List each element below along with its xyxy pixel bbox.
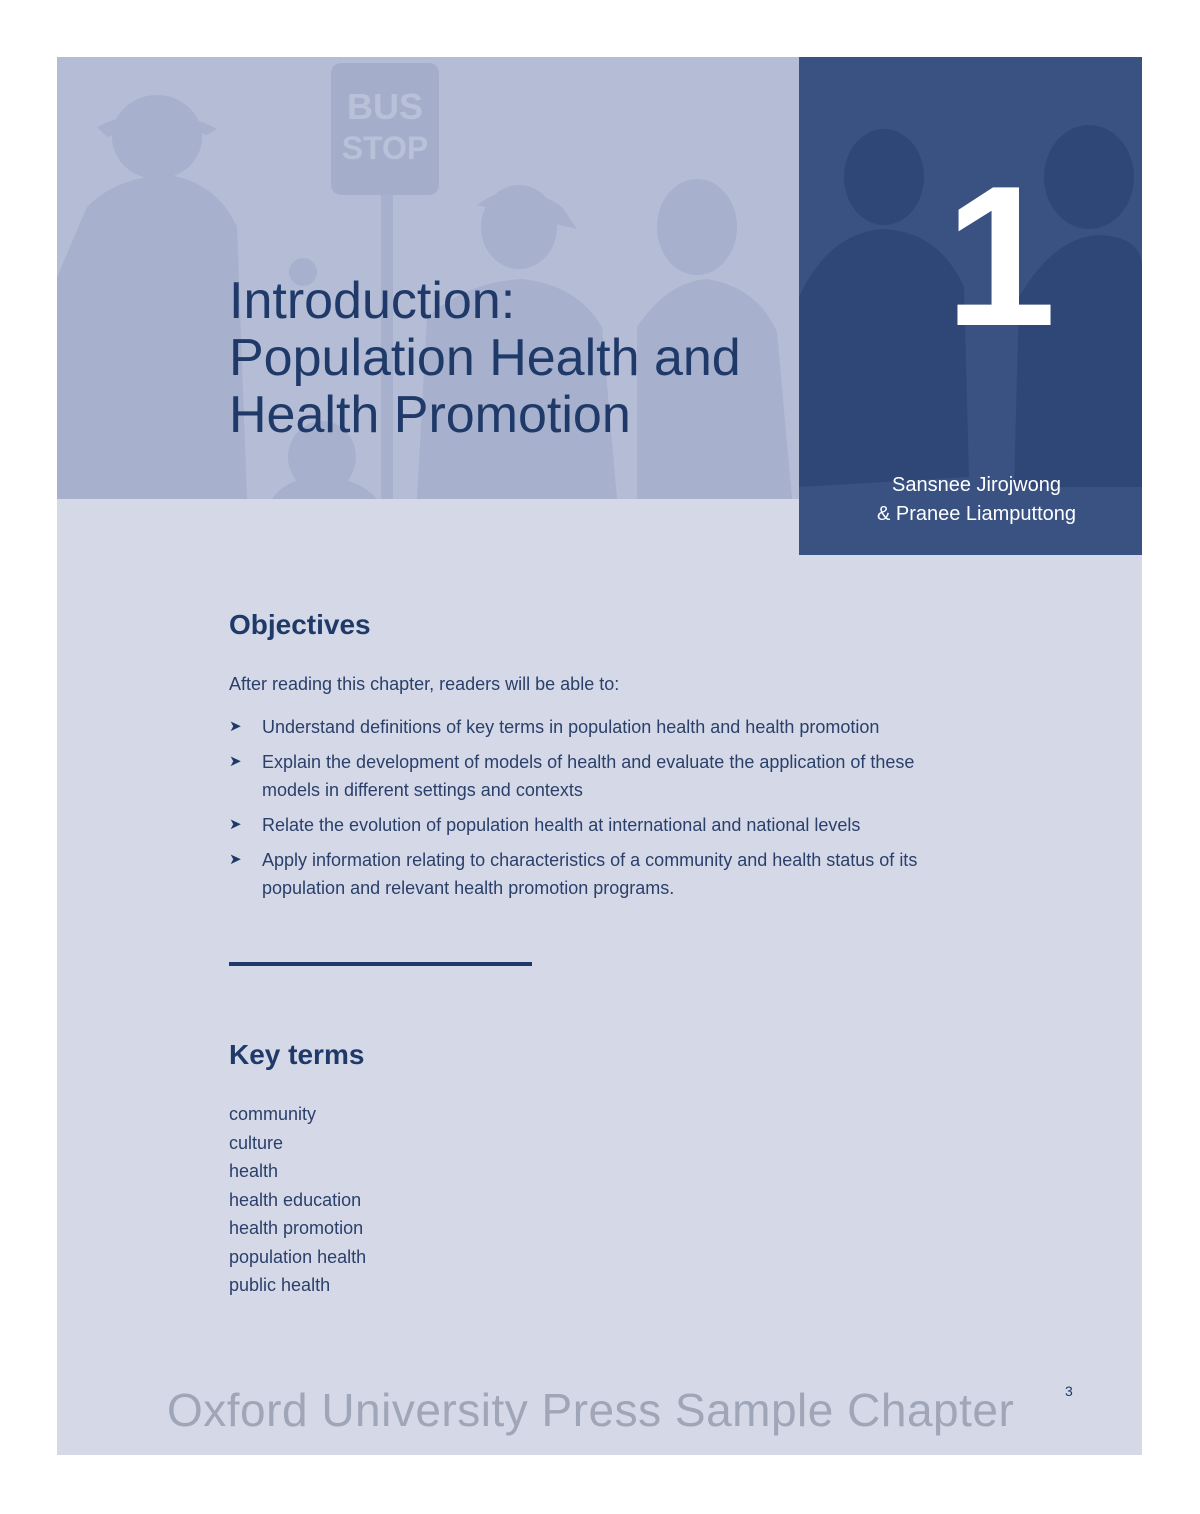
key-term: health xyxy=(229,1161,279,1181)
arrowhead-bullet-icon: ➤ xyxy=(229,718,242,735)
chapter-number: 1 xyxy=(944,145,1057,368)
objective-text: Relate the evolution of population health at international and national levels xyxy=(262,815,861,835)
key-term: health education xyxy=(229,1189,362,1210)
key-term: health promotion xyxy=(229,1218,364,1238)
key-term: public health xyxy=(229,1275,331,1295)
arrowhead-bullet-icon: ➤ xyxy=(229,816,242,833)
objective-item xyxy=(229,748,949,804)
objectives-list xyxy=(229,713,949,909)
bus-stop-sign-line-2: STOP xyxy=(341,130,429,166)
objective-item xyxy=(229,846,949,902)
objective-item xyxy=(229,811,949,839)
arrowhead-bullet-icon: ➤ xyxy=(229,851,242,868)
key-term: population health xyxy=(229,1246,367,1267)
chapter-authors xyxy=(799,471,1142,529)
key-term: community xyxy=(229,1104,317,1124)
chapter-page xyxy=(57,57,1142,1455)
author-line-2: & Pranee Liamputtong xyxy=(876,503,1077,525)
objective-item xyxy=(229,713,949,741)
objectives-heading: Objectives xyxy=(229,609,371,640)
page-number: 3 xyxy=(1065,1383,1073,1399)
chapter-title-line-3: Health Promotion xyxy=(229,386,631,444)
objective-text: Explain the development of models of health and evaluate the application of these models in different settings and contexts xyxy=(262,752,915,800)
section-divider xyxy=(229,962,532,966)
author-line-1: Sansnee Jirojwong xyxy=(892,474,1061,496)
key-terms-list xyxy=(229,1100,366,1300)
arrowhead-bullet-icon: ➤ xyxy=(229,753,242,770)
objective-text: Understand definitions of key terms in population health and health promotion xyxy=(262,717,880,737)
bus-stop-sign-line-1: BUS xyxy=(346,86,424,127)
chapter-title xyxy=(229,273,741,444)
objectives-intro: After reading this chapter, readers will be able to: xyxy=(229,674,620,694)
watermark: Oxford University Press Sample Chapter xyxy=(167,1384,1015,1436)
key-terms-heading: Key terms xyxy=(229,1039,365,1070)
chapter-title-line-2: Population Health and xyxy=(229,329,741,387)
objective-text: Apply information relating to characteristics of a community and health status of its population and relevant health promotion programs. xyxy=(262,850,918,898)
key-term: culture xyxy=(229,1132,284,1153)
chapter-number-panel xyxy=(799,57,1142,555)
chapter-title-line-1: Introduction: xyxy=(229,272,516,330)
